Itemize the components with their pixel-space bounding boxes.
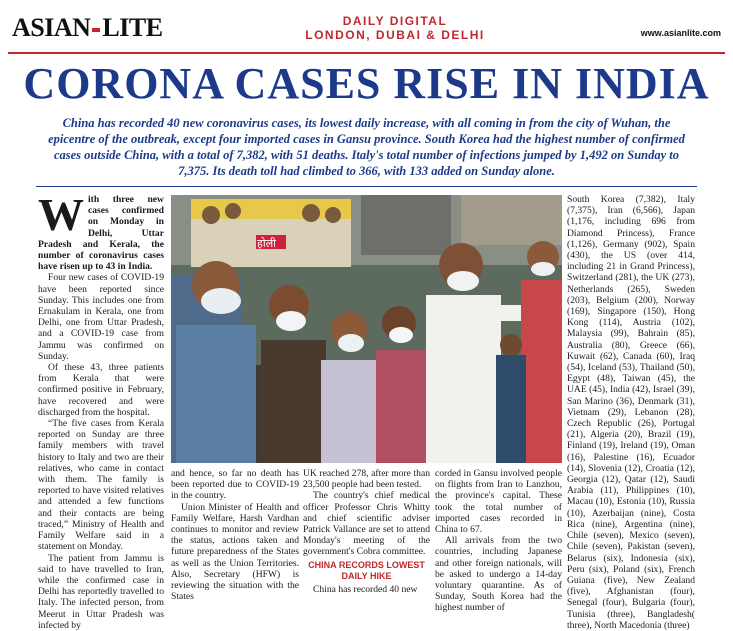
article-column-4 [435, 468, 562, 614]
country-case-list: South Korea (7,382), Italy (7,375), Iran (6,566), Japan (1,176, including 696 from Diamond Princess), France (1,126), Germany (902), Spain (430), the US (over 414, including 21 in Grand Princess), Switzerland (281), the UK (273), Netherlands (265), Sweden (203), Belgium (200), Norway (169), Singapore (150), Hong Kong (114), Austria (102), Malaysia (99), Bahrain (85), Australia (80), Greece (66), Kuwait (62), Canada (60), Iraq (54), Iceland (53), Thailand (50), Egypt (48), Taiwan (45), the UAE (45), India (42), Israel (39), San Marino (36), Denmark (31), Vietnam (29), Lebanon (28), Czech Republic (26), Portugal (21), Algeria (20), Brazil (19), Finland (19), Ireland (19), Oman (16), Palestine (16), Ecuador (14), Slovenia (12), Croatia (12), Georgia (12), Qatar (12), Saudi Arabia (11), Philippines (10), Macau (10), Estonia (10), Russia (10), Azerbaijan (nine), Costa Rica (nine), Argentina (nine), Chile (seven), Mexico (seven), Chile (seven), Pakistan (seven), Belarus (six), Indonesia (six), Peru (six), Poland (six), French Guiana (five), New Zealand (five), Afghanistan (four), Senegal (four), Bulgaria (four), Tunisia (three), Bangladesh( three), North Macedonia (three) [567, 194, 695, 631]
paragraph: The patient from Jammu is said to have travelled to Iran, while the confirmed case in Delhi has reportedly travelled to Italy. The infected person, from Meerut in Uttar Pradesh was infected by [38, 552, 164, 631]
edition-line-2: LONDON, DUBAI & DELHI [305, 28, 485, 42]
logo-word-right: LITE [102, 13, 163, 42]
lead-paragraph [38, 189, 164, 273]
article-column-5 [567, 194, 695, 631]
lead-text: ith three new cases confirmed on Monday in Delhi, Uttar Pradesh and Kerala, the number of coronavirus cases have risen up to 43 in India. [38, 194, 164, 273]
article-column-2 [171, 468, 299, 603]
masthead-divider [8, 52, 725, 54]
paragraph: “The five cases from Kerala reported on Sunday are three family members with travel history to Italy and two are their relatives, who came in contact with them. The family is reported to have visited relatives and attended a few functions and their contacts are being traced,” Ministry of Health and Family Welfare said in a statement on Monday. [38, 418, 164, 553]
edition-label [300, 14, 490, 42]
headline: CORONA CASES RISE IN INDIA [23, 59, 710, 108]
news-photo [171, 195, 562, 463]
subheading: CHINA RECORDS LOWEST DAILY HIKE [308, 559, 425, 581]
logo-word-left: ASIAN [12, 13, 91, 42]
drop-cap: W [38, 189, 84, 240]
paragraph: Of these 43, three patients from Kerala that were confirmed positive in February, have recovered and were discharged from the hospital. [38, 362, 164, 418]
section-divider [36, 186, 697, 187]
poster-text: होली [257, 237, 276, 250]
logo-dash [92, 28, 100, 32]
paragraph: Union Minister of Health and Family Welfare, Harsh Vardhan continues to monitor and review the status, actions taken and future preparedness of the States as well as the Union Territories. Also, Secretary (HFW) is reviewing the situation with the States [171, 501, 299, 603]
photo-illustration [171, 195, 562, 463]
paragraph: All arrivals from the two countries, including Japanese and other foreign nationals, will be asked to undergo a 14-day voluntary quarantine. As of Sunday, South Korea had the highest number of [435, 535, 562, 614]
masthead [0, 0, 733, 52]
paragraph: China has recorded 40 new [313, 583, 418, 595]
standfirst: China has recorded 40 new coronavirus cases, its lowest daily increase, with all coming in from the city of Wuhan, the epicentre of the outbreak, except four imported cases in Gansu province. South Korea had the highest number of confirmed cases outside China, with a total of 7,382, with 51 deaths. Italy's total number of infections jumped by 1,492 on Sunday to 7,375. Its death toll had climbed to 366, with 133 added on Sunday alone. [48, 116, 685, 178]
paragraph: Four new cases of COVID-19 have been reported since Sunday. This includes one from Ernakulam in Kerala, one from Delhi, one from Uttar Pradesh, and a COVID-19 case from Jammu was confirmed on Sunday. [38, 272, 164, 362]
paragraph: The country's chief medical officer Professor Chris Whitty and chief scientific adviser Patrick Vallance are set to attend Monday's meeting of the government's Cobra committee. [303, 490, 430, 558]
paragraph: corded in Gansu involved people on flights from Iran to Lanzhou, the province's capital. These took the total number of imported cases recorded in China to 67. [435, 468, 562, 536]
brand-logo[interactable] [12, 13, 163, 43]
edition-line-1: DAILY DIGITAL [342, 14, 448, 28]
article-column-3 [303, 468, 430, 595]
article-column-1 [38, 189, 164, 631]
paragraph: UK reached 278, after more than 23,500 people had been tested. [303, 468, 430, 491]
paragraph: and hence, so far no death has been reported due to COVID-19 in the country. [171, 468, 299, 502]
site-url-link[interactable]: www.asianlite.com [640, 28, 721, 38]
